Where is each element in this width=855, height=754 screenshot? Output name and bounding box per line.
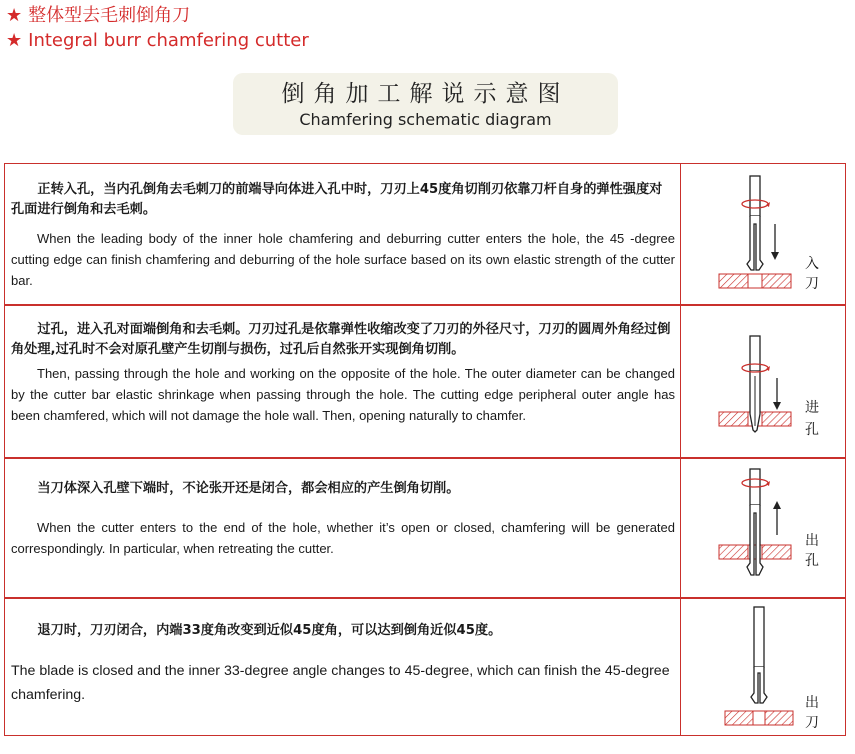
star-icon: ★ [6, 5, 23, 26]
diagram-title-en: Chamfering schematic diagram [299, 110, 552, 129]
step-1-label-1: 入 [805, 256, 819, 272]
step-2-label-2: 孔 [805, 422, 819, 438]
steps-table [4, 163, 846, 736]
step-2-diagram [681, 306, 845, 459]
step-4-cn: 退刀时，刀刃闭合，内端33度角改变到近似45度角，可以达到倒角近似45度。 [37, 623, 502, 638]
step-4-en: The blade is closed and the inner 33-degree angle changes to 45-degree, which can finish the 45-degree chamfering. [11, 663, 670, 703]
step-1-diagram [681, 164, 845, 304]
step-3-cn: 当刀体深入孔壁下端时，不论张开还是闭合，都会相应的产生倒角切削。 [37, 481, 460, 496]
cutter-shank [750, 336, 760, 371]
step-4-diagram [681, 599, 845, 737]
step-2-cn: 过孔，进入孔对面端倒角和去毛刺。刀刃过孔是依靠弹性收缩改变了刀刃的外径尺寸，刀刃的圆周外角经过倒角处理,过孔时不会对原孔壁产生切削与损伤，过孔后自然张开实现倒角切削。 [11, 322, 671, 357]
step-2-figure [681, 306, 845, 459]
step-3-diagram [681, 459, 845, 599]
cutter-blade [751, 667, 767, 703]
direction-arrowhead [773, 402, 781, 410]
hole [753, 711, 765, 725]
header-title-cn [6, 3, 309, 28]
step-4-label-1: 出 [805, 695, 819, 711]
header-title-en [6, 28, 309, 53]
step-3-figure [681, 459, 845, 599]
cutter-blade [747, 216, 763, 270]
header-title-cn-text: 整体型去毛刺倒角刀 [28, 5, 191, 26]
step-row-3 [5, 457, 845, 599]
step-row-4 [5, 597, 845, 737]
direction-arrowhead [771, 252, 779, 260]
step-1-figure [681, 164, 845, 304]
diagram-title-cn: 倒角加工解说示意图 [281, 81, 570, 107]
step-row-2 [5, 304, 845, 459]
step-4-label-2: 刀 [805, 715, 819, 731]
hole [748, 274, 762, 288]
diagram-title-box [233, 73, 618, 135]
step-3-en: When the cutter enters to the end of the hole, whether it’s open or closed, chamfering will be generated correspondingly. In particular, when retreating the cutter. [11, 520, 675, 556]
direction-arrowhead [773, 501, 781, 509]
step-3-text [11, 479, 675, 559]
step-4-text [11, 621, 675, 707]
step-1-en: When the leading body of the inner hole chamfering and deburring cutter enters the hole, the 45 -degree cutting edge can finish chamfering and deburring of the hole surface based on its own elastic strength of the cutter bar. [11, 231, 675, 288]
step-1-cn: 正转入孔，当内孔倒角去毛刺刀的前端导向体进入孔中时，刀刃上45度角切削刃依靠刀杆自身的弹性强度对孔面进行倒角和去毛刺。 [11, 182, 663, 217]
step-1-text [11, 180, 675, 291]
page-header [6, 3, 309, 53]
step-2-en: Then, passing through the hole and working on the opposite of the hole. The outer diameter can be changed by the cutter bar elastic shrinkage when passing through the hole. The cutting edge peripheral outer angle has been chamfered, which will not damage the hole wall. Then, opening naturally to chamfer. [11, 366, 675, 423]
step-3-label-1: 出 [805, 533, 819, 549]
step-3-label-2: 孔 [805, 553, 819, 569]
step-4-figure [681, 599, 845, 737]
step-2-label-1: 进 [805, 400, 819, 416]
step-1-label-2: 刀 [805, 276, 819, 292]
step-2-text [11, 320, 675, 426]
step-row-1 [5, 164, 845, 304]
cutter-shank [754, 607, 764, 667]
cutter-blade [747, 505, 763, 575]
star-icon: ★ [6, 30, 23, 51]
cutter-shank [750, 176, 760, 216]
header-title-en-text: Integral burr chamfering cutter [28, 30, 309, 51]
